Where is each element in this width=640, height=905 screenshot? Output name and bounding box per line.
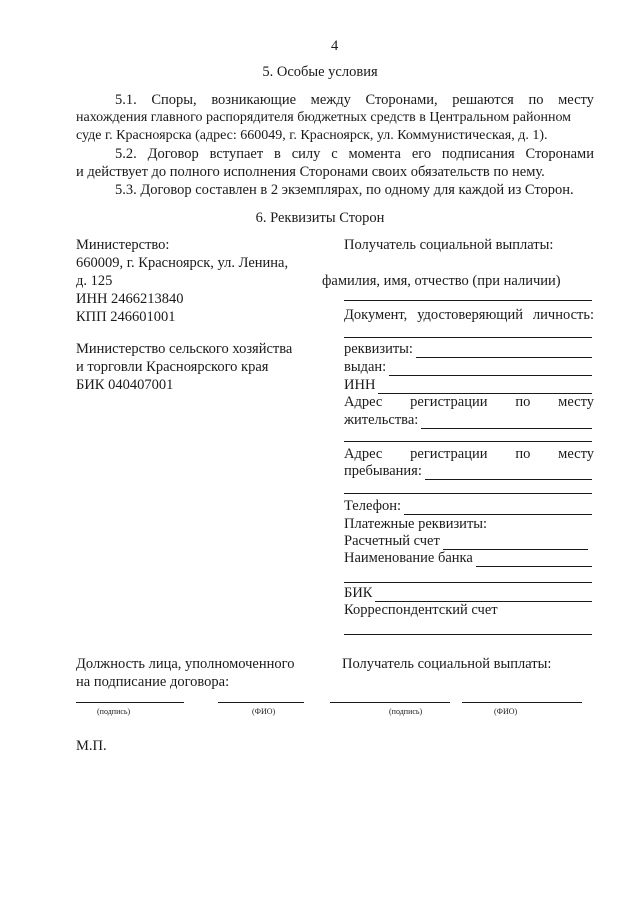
recipient-label: Получатель социальной выплаты:	[344, 237, 554, 253]
signer-position-line1: Должность лица, уполномоченного	[76, 656, 295, 672]
recipient-inn-label: ИНН	[344, 377, 376, 393]
section-6-heading: 6. Реквизиты Сторон	[255, 210, 385, 226]
account-field[interactable]	[443, 536, 588, 550]
rekvizity-row	[344, 341, 592, 358]
word: Договор	[147, 146, 199, 162]
phone-field[interactable]	[404, 501, 592, 515]
word: регистрации	[410, 446, 488, 462]
addr-stay-label	[344, 446, 594, 463]
left-fio-caption: (ФИО)	[252, 707, 276, 716]
ministry-kpp: КПП 246601001	[76, 309, 176, 325]
rekvizity-label: реквизиты:	[344, 341, 413, 357]
left-signature-caption: (подпись)	[97, 707, 131, 716]
bank-name-row	[344, 550, 592, 567]
identity-doc-line[interactable]	[344, 337, 592, 338]
word: 5.2.	[115, 146, 137, 162]
section-5-p2-line2: и действует до полного исполнения Сторонами своих обязательств по нему.	[76, 164, 545, 180]
word: между	[310, 92, 351, 108]
bank-name-label: Наименование банка	[344, 550, 473, 566]
ministry-bik: БИК 040407001	[76, 377, 174, 393]
ministry-bank-line1: Министерство сельского хозяйства	[76, 341, 293, 357]
phone-label: Телефон:	[344, 498, 402, 514]
word: с	[331, 146, 338, 162]
zhitelstva-field[interactable]	[421, 415, 592, 429]
addr-reg-label	[344, 394, 594, 411]
zhitelstva-extra-line[interactable]	[344, 441, 592, 442]
account-row	[344, 533, 588, 550]
section-5-p1-line3: суде г. Красноярска (адрес: 660049, г. Красноярск, ул. Коммунистическая, д. 1).	[76, 128, 548, 143]
rekvizity-field[interactable]	[416, 344, 592, 358]
vydan-field[interactable]	[389, 362, 592, 376]
signer-position-line2: на подписание договора:	[76, 674, 230, 690]
word: личность:	[532, 307, 594, 323]
bank-name-extra-line[interactable]	[344, 582, 592, 583]
right-fio-line[interactable]	[462, 702, 582, 703]
word: Документ,	[344, 307, 408, 323]
ministry-bank-line2: и торговли Красноярского края	[76, 359, 269, 375]
left-fio-line[interactable]	[218, 702, 304, 703]
word: силу	[291, 146, 321, 162]
section-5-p3: 5.3. Договор составлен в 2 экземплярах, по одному для каждой из Сторон.	[115, 182, 574, 198]
word: подписания	[441, 146, 515, 162]
recipient-bik-field[interactable]	[375, 588, 592, 602]
payment-label: Платежные реквизиты:	[344, 516, 488, 532]
word: момента	[348, 146, 401, 162]
phone-row	[344, 498, 592, 515]
zhitelstva-label: жительства:	[344, 412, 419, 428]
ministry-inn: ИНН 2466213840	[76, 291, 184, 307]
recipient-fio-hint: фамилия, имя, отчество (при наличии)	[322, 273, 561, 289]
word: по	[515, 394, 531, 410]
section-5-heading: 5. Особые условия	[262, 64, 378, 80]
page-number: 4	[331, 38, 339, 54]
section-5-p1-line1	[115, 92, 594, 109]
prebyvaniya-field[interactable]	[425, 466, 592, 480]
right-signature-caption: (подпись)	[389, 707, 423, 716]
right-signature-line[interactable]	[330, 702, 450, 703]
word: Споры,	[151, 92, 197, 108]
section-5-p2-line1	[115, 146, 594, 163]
word: по	[515, 446, 531, 462]
prebyvaniya-label: пребывания:	[344, 463, 422, 479]
word: Сторонами,	[365, 92, 438, 108]
word: месту	[558, 394, 594, 410]
bank-name-field[interactable]	[476, 553, 592, 567]
prebyvaniya-row	[344, 463, 592, 480]
prebyvaniya-extra-line[interactable]	[344, 493, 592, 494]
word: регистрации	[410, 394, 488, 410]
word: месту	[558, 92, 594, 108]
corr-account-line[interactable]	[344, 634, 592, 635]
left-signature-line[interactable]	[76, 702, 184, 703]
identity-doc-label	[344, 307, 594, 324]
recipient-signature-label: Получатель социальной выплаты:	[342, 656, 552, 672]
stamp-place: М.П.	[76, 738, 107, 754]
zhitelstva-row	[344, 412, 592, 429]
ministry-label: Министерство:	[76, 237, 170, 253]
recipient-fio-line[interactable]	[344, 300, 592, 301]
section-5-p1-line2: нахождения главного распорядителя бюджетных средств в Центральном районном	[76, 110, 572, 125]
vydan-label: выдан:	[344, 359, 387, 375]
word: решаются	[452, 92, 514, 108]
word: вступает	[209, 146, 264, 162]
right-fio-caption: (ФИО)	[494, 707, 518, 716]
recipient-bik-label: БИК	[344, 585, 373, 601]
word: в	[274, 146, 281, 162]
bik-row	[344, 585, 592, 602]
word: удостоверяющий	[417, 307, 523, 323]
ministry-address-line2: д. 125	[76, 273, 113, 289]
word: по	[528, 92, 544, 108]
account-label: Расчетный счет	[344, 533, 440, 549]
ministry-address-line1: 660009, г. Красноярск, ул. Ленина,	[76, 255, 289, 271]
word: 5.1.	[115, 92, 137, 108]
word: Адрес	[344, 394, 383, 410]
word: месту	[558, 446, 594, 462]
vydan-row	[344, 359, 592, 376]
inn-row	[344, 377, 592, 394]
word: Адрес	[344, 446, 383, 462]
word: Сторонами	[525, 146, 594, 162]
word: возникающие	[211, 92, 297, 108]
corr-account-label: Корреспондентский счет	[344, 602, 498, 618]
recipient-inn-field[interactable]	[378, 380, 592, 394]
word: его	[411, 146, 432, 162]
